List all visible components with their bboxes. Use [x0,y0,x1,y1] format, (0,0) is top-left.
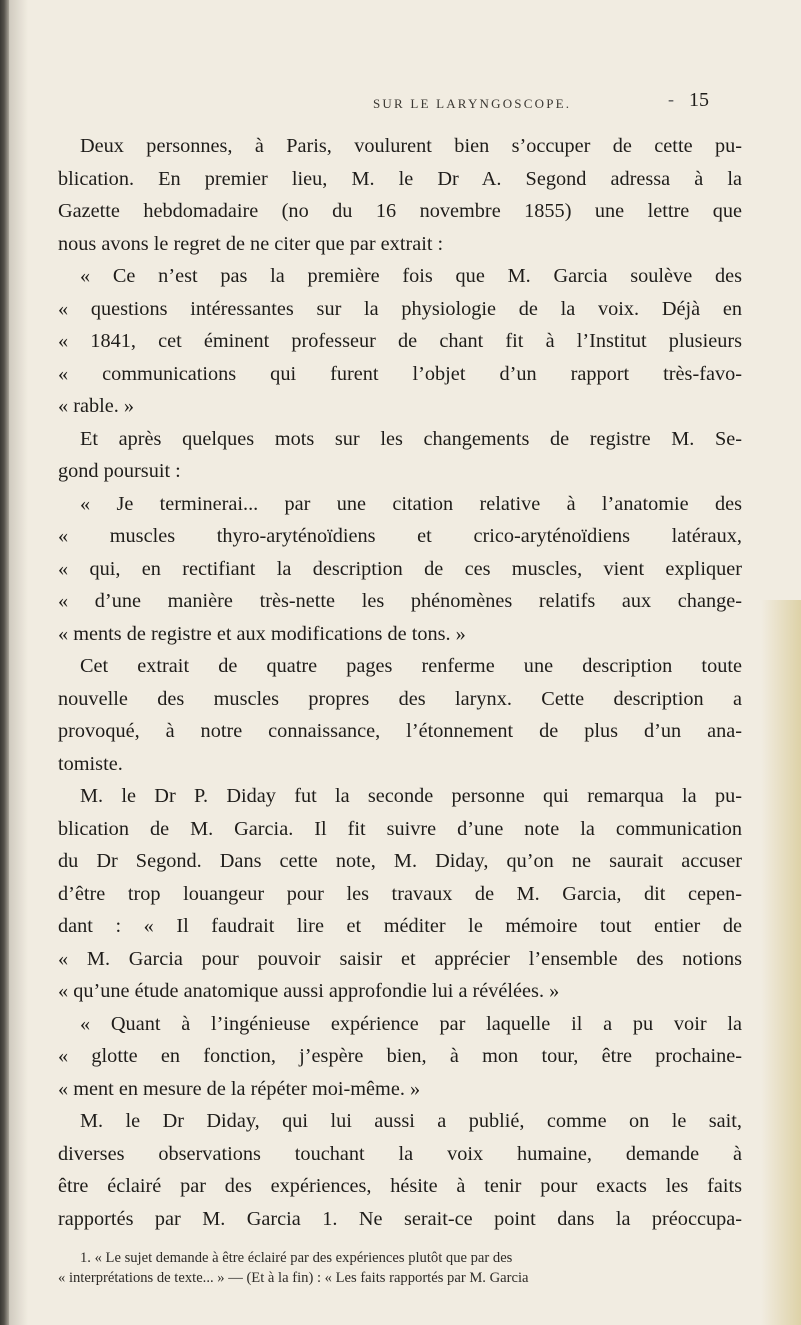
text-line: « qu’une étude anatomique aussi approfondie lui a révélées. » [58,980,560,1002]
text-line: « 1841, cet éminent professeur de chant fit à l’Institut plusieurs [58,330,742,352]
text-line: nouvelle des muscles propres des larynx. Cette description a [58,687,742,710]
binding-shadow [10,0,28,1325]
text-line: « communications qui furent l’objet d’un rapport très-favo- [58,362,742,385]
text-line: Cet extrait de quatre pages renferme une description toute [80,655,742,677]
text-line: « d’une manière très-nette les phénomènes relatifs aux change- [58,590,742,612]
paragraph [58,650,742,780]
text-line: « Je terminerai... par une citation relative à l’anatomie des [80,492,742,515]
text-line: « glotte en fonction, j’espère bien, à mon tour, être prochaine- [58,1045,742,1067]
text-line: « Ce n’est pas la première fois que M. Garcia soulève des [80,265,742,287]
header-dash: - [668,89,674,109]
paragraph [58,780,742,1008]
page-number: 15 [689,89,709,111]
text-line: « ment en mesure de la répéter moi-même. » [58,1077,421,1100]
text-line: « M. Garcia pour pouvoir saisir et apprécier l’ensemble des notions [58,947,742,970]
text-line: Gazette hebdomadaire (no du 16 novembre 1855) une lettre que [58,200,742,222]
text-line: tomiste. [58,752,123,775]
text-line: Et après quelques mots sur les changements de registre M. Se- [80,427,742,450]
text-line: « rable. » [58,395,135,417]
text-line: « Quant à l’ingénieuse expérience par laquelle il a pu voir la [80,1012,742,1035]
text-line: diverses observations touchant la voix humaine, demande à [58,1142,742,1165]
text-line: du Dr Segond. Dans cette note, M. Diday, qu’on ne saurait accuser [58,850,742,872]
text-line: être éclairé par des expériences, hésite à tenir pour exacts les faits [58,1175,742,1197]
text-line: M. le Dr Diday, qui lui aussi a publié, comme on le sait, [80,1110,742,1132]
text-line: gond poursuit : [58,460,181,482]
text-line: M. le Dr P. Diday fut la seconde personne qui remarqua la pu- [80,785,742,807]
text-line: blication de M. Garcia. Il fit suivre d’une note la communication [58,817,742,840]
quotation [58,488,742,651]
body-text [58,130,742,1235]
text-line: d’être trop louangeur pour les travaux de M. Garcia, dit cepen- [58,882,742,905]
paragraph [58,423,742,488]
page-header [60,90,740,116]
quotation [58,260,742,423]
running-head: SUR LE LARYNGOSCOPE. [373,96,572,111]
footnote-line: « interprétations de texte... » — (Et à la fin) : « Les faits rapportés par M. Garcia [58,1270,529,1286]
text-line: blication. En premier lieu, M. le Dr A. Segond adressa à la [58,167,742,190]
text-line: nous avons le regret de ne citer que par extrait : [58,232,444,255]
text-line: Deux personnes, à Paris, voulurent bien s’occuper de cette pu- [80,135,742,157]
text-line: « qui, en rectifiant la description de ces muscles, vient expliquer [58,557,742,580]
text-line: « ments de registre et aux modifications de tons. » [58,622,466,645]
footnotes [58,1248,742,1288]
text-line: rapportés par M. Garcia 1. Ne serait-ce point dans la préoccupa- [58,1207,742,1230]
text-line: « muscles thyro-aryténoïdiens et crico-aryténoïdiens latéraux, [58,525,742,547]
quotation [58,1008,742,1106]
paragraph [58,130,742,260]
text-line: provoqué, à notre connaissance, l’étonnement de plus d’un ana- [58,720,742,742]
binding-edge [0,0,10,1325]
paragraph [58,1105,742,1235]
text-line: dant : « Il faudrait lire et méditer le mémoire tout entier de [58,915,742,937]
paper-stain [761,600,801,1325]
text-line: « questions intéressantes sur la physiologie de la voix. Déjà en [58,297,742,320]
footnote-line: 1. « Le sujet demande à être éclairé par des expériences plutôt que par des [80,1250,513,1266]
